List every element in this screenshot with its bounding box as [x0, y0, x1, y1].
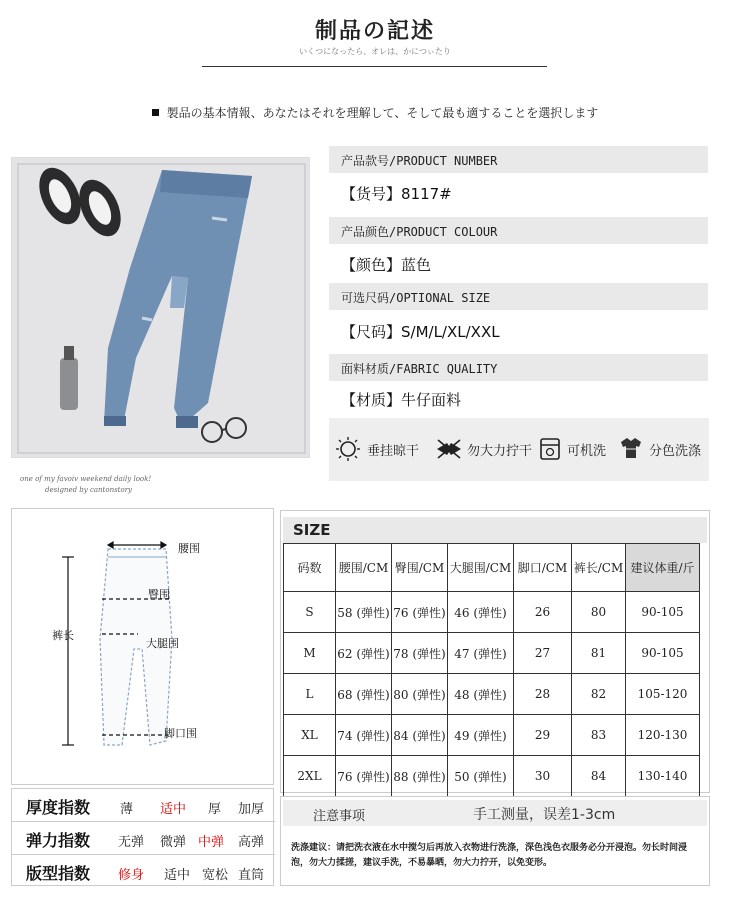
table-cell: 27	[514, 633, 572, 674]
thickness-rating-row	[12, 789, 275, 822]
table-cell: XL	[284, 715, 336, 756]
diagram-hip-label: 臀围	[148, 588, 170, 601]
column-header: 建议体重/斤	[626, 544, 700, 592]
table-cell: 82	[572, 674, 626, 715]
machine-wash-icon	[539, 437, 561, 461]
size-chart-title: SIZE	[283, 517, 707, 543]
rating-option: 厚	[208, 802, 222, 817]
table-cell: 48 (弹性)	[448, 674, 514, 715]
rating-option: 宽松	[202, 868, 229, 883]
measurement-diagram	[11, 508, 274, 785]
diagram-thigh-label: 大腿围	[146, 637, 179, 650]
thickness-title: 厚度指数	[26, 798, 91, 817]
table-row	[284, 715, 700, 756]
diagram-length-label: 裤长	[52, 629, 74, 642]
rating-option: 微弹	[160, 835, 187, 850]
product-colour-label: 产品颜色/PRODUCT COLOUR	[329, 217, 708, 244]
wash-separate-color-label: 分色洗涤	[649, 444, 702, 459]
product-number-label: 产品款号/PRODUCT NUMBER	[329, 146, 708, 173]
rating-option: 适中	[164, 868, 191, 883]
caption-line-1: one of my favoiv weekend daily look!	[20, 475, 152, 483]
size-table	[283, 543, 700, 797]
table-row	[284, 674, 700, 715]
page-subtitle: いくつになったら、オレは、かにつぃたり	[299, 47, 451, 56]
table-cell: S	[284, 592, 336, 633]
table-row	[284, 633, 700, 674]
rating-option: 高弹	[238, 835, 265, 850]
rating-option-selected: 修身	[118, 868, 145, 883]
title-divider	[202, 66, 547, 67]
size-chart	[280, 510, 710, 793]
no-wring-icon	[435, 438, 463, 460]
table-cell: 58 (弹性)	[336, 592, 392, 633]
table-cell: 68 (弹性)	[336, 674, 392, 715]
rating-option-selected: 中弹	[198, 835, 225, 850]
wash-machine-label: 可机洗	[567, 444, 607, 459]
wash-hang-dry-label: 垂挂晾干	[367, 444, 420, 459]
table-cell: 84 (弹性)	[392, 715, 448, 756]
caption-line-2: designed by cantonstory	[45, 486, 133, 494]
table-cell: 84	[572, 756, 626, 797]
column-header: 腰围/CM	[336, 544, 392, 592]
table-cell: 80 (弹性)	[392, 674, 448, 715]
table-cell: 2XL	[284, 756, 336, 797]
table-cell: 30	[514, 756, 572, 797]
table-cell: 90-105	[626, 592, 700, 633]
photo-caption	[20, 474, 310, 496]
rating-option: 直筒	[238, 868, 265, 883]
rating-option-selected: 适中	[160, 802, 187, 817]
table-cell: 120-130	[626, 715, 700, 756]
table-row	[284, 592, 700, 633]
optional-size-value: 【尺码】S/M/L/XL/XXL	[341, 323, 500, 341]
table-cell: 105-120	[626, 674, 700, 715]
fabric-quality-label: 面料材质/FABRIC QUALITY	[329, 354, 708, 381]
table-cell: 46 (弹性)	[448, 592, 514, 633]
table-cell: 29	[514, 715, 572, 756]
wash-no-wring-label: 勿大力拧干	[467, 444, 533, 459]
table-cell: 50 (弹性)	[448, 756, 514, 797]
table-cell: 80	[572, 592, 626, 633]
hang-dry-icon	[335, 436, 361, 462]
diagram-waist-label: 腰围	[178, 542, 200, 555]
column-header: 码数	[284, 544, 336, 592]
intro-line	[0, 104, 750, 121]
rating-option: 薄	[120, 802, 134, 817]
table-cell: 26	[514, 592, 572, 633]
trousers-outline-illustration	[12, 509, 275, 786]
table-cell: 83	[572, 715, 626, 756]
fabric-quality-value: 【材质】牛仔面料	[341, 391, 462, 409]
rating-option: 无弹	[118, 835, 145, 850]
product-ratings	[11, 788, 274, 886]
table-cell: 76 (弹性)	[392, 592, 448, 633]
table-cell: 49 (弹性)	[448, 715, 514, 756]
table-cell: 130-140	[626, 756, 700, 797]
product-colour-value: 【颜色】蓝色	[341, 256, 432, 274]
table-cell: 28	[514, 674, 572, 715]
column-header: 脚口/CM	[514, 544, 572, 592]
column-header: 臀围/CM	[392, 544, 448, 592]
table-cell: L	[284, 674, 336, 715]
separate-color-icon	[617, 434, 645, 462]
wash-care-box	[329, 418, 709, 481]
table-cell: 78 (弹性)	[392, 633, 448, 674]
table-cell: 76 (弹性)	[336, 756, 392, 797]
table-cell: 88 (弹性)	[392, 756, 448, 797]
table-cell: 81	[572, 633, 626, 674]
fit-title: 版型指数	[26, 864, 91, 883]
rating-option: 加厚	[238, 802, 265, 817]
table-cell: 62 (弹性)	[336, 633, 392, 674]
table-cell: 74 (弹性)	[336, 715, 392, 756]
fit-rating-row	[12, 855, 275, 888]
page-title: 制品の記述	[314, 19, 435, 44]
column-header: 大腿围/CM	[448, 544, 514, 592]
table-cell: M	[284, 633, 336, 674]
care-notes	[280, 796, 710, 886]
product-number-value: 【货号】8117#	[341, 185, 452, 203]
column-header: 裤长/CM	[572, 544, 626, 592]
table-cell: 47 (弹性)	[448, 633, 514, 674]
intro-text: 製品の基本情報、あなたはそれを理解して、そして最も適することを選択します	[166, 106, 599, 120]
bullet-square-icon	[152, 109, 159, 116]
optional-size-label: 可选尺码/OPTIONAL SIZE	[329, 283, 708, 310]
elasticity-rating-row	[12, 822, 275, 855]
measurement-note: 手工测量，误差1-3cm	[473, 807, 616, 823]
wash-advice-text: 洗涤建议：请把洗衣液在水中搅匀后再放入衣物进行洗涤，深色浅色衣服务必分开浸泡。勿长时间浸泡，勿大力揉搓，建议手洗，不易暴晒，勿大力拧开，以免变形。	[291, 843, 688, 868]
size-table-header	[284, 544, 700, 592]
diagram-hem-label: 脚口围	[164, 727, 197, 740]
elasticity-title: 弹力指数	[26, 831, 91, 850]
notes-header-bar	[283, 800, 707, 826]
table-row	[284, 756, 700, 797]
jeans-photo-illustration	[12, 158, 310, 458]
table-cell: 90-105	[626, 633, 700, 674]
product-photo	[11, 157, 310, 458]
notes-title: 注意事项	[313, 809, 366, 824]
